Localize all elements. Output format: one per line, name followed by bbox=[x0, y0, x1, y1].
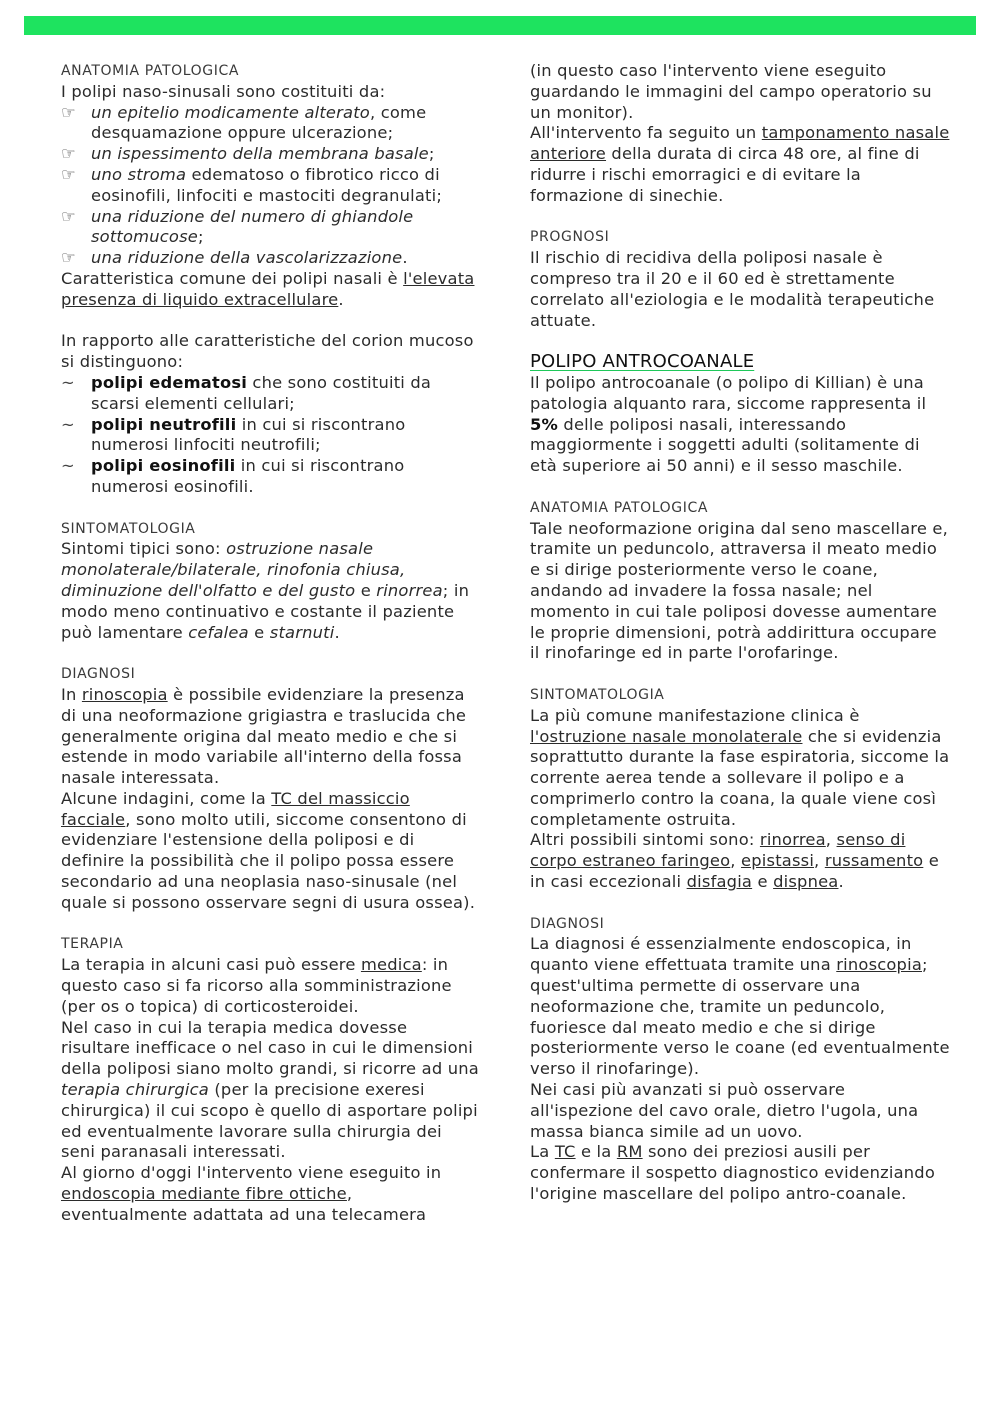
section-title-sintomatologia-2: SINTOMATOLOGIA bbox=[530, 686, 665, 703]
section-title-anatomia-2: ANATOMIA PATOLOGICA bbox=[530, 499, 709, 516]
green-header-bar bbox=[24, 16, 976, 35]
section-title-diagnosi: DIAGNOSI bbox=[61, 666, 136, 683]
pointing-hand-icon: ☞ bbox=[61, 206, 76, 226]
section-title-terapia: TERAPIA bbox=[61, 936, 124, 953]
polipo-intro: Il polipo antrocoanale (o polipo di Killian) è una patologia alquanto rara, siccome rappresenta il 5% delle poliposi nasali, interessando maggiormente i soggetti adulti (solitamente di età superiore ai 50 anni) e il sesso maschile. bbox=[530, 372, 927, 476]
diagnosi-text-5: La TC e la RM sono dei preziosi ausili per confermare il sospetto diagnostico evidenziando l'origine mascellare del polipo antro-coanale. bbox=[530, 1142, 935, 1204]
sintomatologia-text-2: La più comune manifestazione clinica è l'ostruzione nasale monolaterale che si evidenzia soprattutto durante la fase espiratoria, siccome la corrente aerea tende a sollevare il polipo e a comprimerlo contro la coana, la quale viene così completamente ostruita. bbox=[530, 705, 950, 829]
diagnosi-text-4: Nei casi più avanzati si può osservare all'ispezione del cavo orale, dietro l'ugola, una massa bianca simile ad un uovo. bbox=[530, 1080, 919, 1141]
section-title-prognosi: PROGNOSI bbox=[530, 229, 610, 246]
list-item: ☞ una riduzione del numero di ghiandole sottomucose; bbox=[61, 206, 414, 247]
heading-polipo-antrocoanale: POLIPO ANTROCOANALE bbox=[530, 351, 755, 373]
anatomia-intro: I polipi naso-sinusali sono costituiti da: bbox=[61, 81, 386, 101]
diagnosi-text-3: La diagnosi é essenzialmente endoscopica, in quanto viene effettuata tramite una rinoscopia; quest'ultima permette di osservare una neoformazione che, tramite un peduncolo, fuoriesce dal meato medio e che si dirige posteriormente verso le coane (ed eventualmente verso il rinofaringe). bbox=[530, 934, 950, 1079]
list-item: ~ polipi edematosi che sono costituiti da scarsi elementi cellulari; bbox=[61, 372, 432, 413]
anatomia-text-2: Tale neoformazione origina dal seno mascellare e, tramite un peduncolo, attraversa il meato medio e si dirige posteriormente verso le coane, andando ad invadere la fossa nasale; nel momento in cui tale poliposi dovesse aumentare le proprie dimensioni, potrà addirittura occupare il rinofaringe ed in parte l'orofaringe. bbox=[530, 518, 949, 663]
corion-list bbox=[61, 373, 481, 498]
pointing-hand-icon: ☞ bbox=[61, 248, 76, 268]
list-item: ☞ un ispessimento della membrana basale; bbox=[61, 144, 435, 164]
sintomatologia-text-3: Altri possibili sintomi sono: rinorrea, senso di corpo estraneo faringeo, epistassi, russamento e in casi eccezionali disfagia e dispnea. bbox=[530, 830, 939, 892]
terapia-text-2: Nel caso in cui la terapia medica dovesse risultare inefficace o nel caso in cui le dimensioni della poliposi siano molto grandi, si ricorre ad una terapia chirurgica (per la precisione exeresi chirurgica) il cui scopo è quello di asportare polipi ed eventualmente lavorare sulla chirurgia dei seni paranasali interessati. bbox=[61, 1017, 479, 1162]
pointing-hand-icon: ☞ bbox=[61, 102, 76, 122]
list-item: ☞ una riduzione della vascolarizzazione. bbox=[61, 248, 408, 268]
right-column bbox=[530, 61, 950, 1205]
anatomia-common: Caratteristica comune dei polipi nasali è l'elevata presenza di liquido extracellulare. bbox=[61, 268, 475, 309]
anatomia-list bbox=[61, 103, 481, 269]
section-title-anatomia: ANATOMIA PATOLOGICA bbox=[61, 63, 240, 79]
section-title-sintomatologia: SINTOMATOLOGIA bbox=[61, 520, 196, 537]
diagnosi-text-1: In rinoscopia è possibile evidenziare la presenza di una neoformazione grigiastra e traslucida che generalmente origina dal meato medio e che si estende in modo variabile all'interno della fossa nasale interessata. bbox=[61, 684, 467, 788]
list-item: ☞ un epitelio modicamente alterato, come desquamazione oppure ulcerazione; bbox=[61, 102, 427, 143]
tilde-marker: ~ bbox=[61, 414, 75, 434]
section-title-diagnosi-2: DIAGNOSI bbox=[530, 915, 605, 932]
list-item: ~ polipi neutrofili in cui si riscontrano numerosi linfociti neutrofili; bbox=[61, 414, 406, 455]
diagnosi-text-2: Alcune indagini, come la TC del massiccio facciale, sono molto utili, siccome consentono di evidenziare l'estensione della poliposi e di definire la possibilità che il polipo possa essere secondario ad una neoplasia naso-sinusale (nel quale si possono osservare segni di usura ossea). bbox=[61, 788, 476, 912]
terapia-continued-1: (in questo caso l'intervento viene eseguito guardando le immagini del campo operatorio su un monitor). bbox=[530, 61, 932, 122]
terapia-text-3: Al giorno d'oggi l'intervento viene eseguito in endoscopia mediante fibre ottiche, eventualmente adattata ad una telecamera bbox=[61, 1163, 442, 1224]
list-item: ~ polipi eosinofili in cui si riscontrano numerosi eosinofili. bbox=[61, 456, 405, 496]
left-column bbox=[61, 61, 481, 1226]
sintomatologia-text: Sintomi tipici sono: ostruzione nasale monolaterale/bilaterale, rinofonia chiusa, diminuzione dell'olfatto e del gusto e rinorrea; in modo meno continuativo e costante il paziente può lamentare cefalea e starnuti. bbox=[61, 539, 470, 642]
pointing-hand-icon: ☞ bbox=[61, 144, 76, 164]
prognosi-text: Il rischio di recidiva della poliposi nasale è compreso tra il 20 e il 60 ed è strettamente correlato all'eziologia e le modalità terapeutiche attuate. bbox=[530, 248, 935, 330]
tilde-marker: ~ bbox=[61, 372, 75, 392]
list-item: ☞ uno stroma edematoso o fibrotico ricco di eosinofili, linfociti e mastociti degranulati; bbox=[61, 164, 443, 205]
corion-intro: In rapporto alle caratteristiche del corion mucoso si distinguono: bbox=[61, 331, 474, 372]
terapia-continued-2: All'intervento fa seguito un tamponamento nasale anteriore della durata di circa 48 ore, al fine di ridurre i rischi emorragici e di evitare la formazione di sinechie. bbox=[530, 123, 950, 205]
terapia-text-1: La terapia in alcuni casi può essere medica: in questo caso si fa ricorso alla somministrazione (per os o topica) di corticosteroidei. bbox=[61, 955, 452, 1016]
tilde-marker: ~ bbox=[61, 456, 75, 476]
pointing-hand-icon: ☞ bbox=[61, 164, 76, 184]
